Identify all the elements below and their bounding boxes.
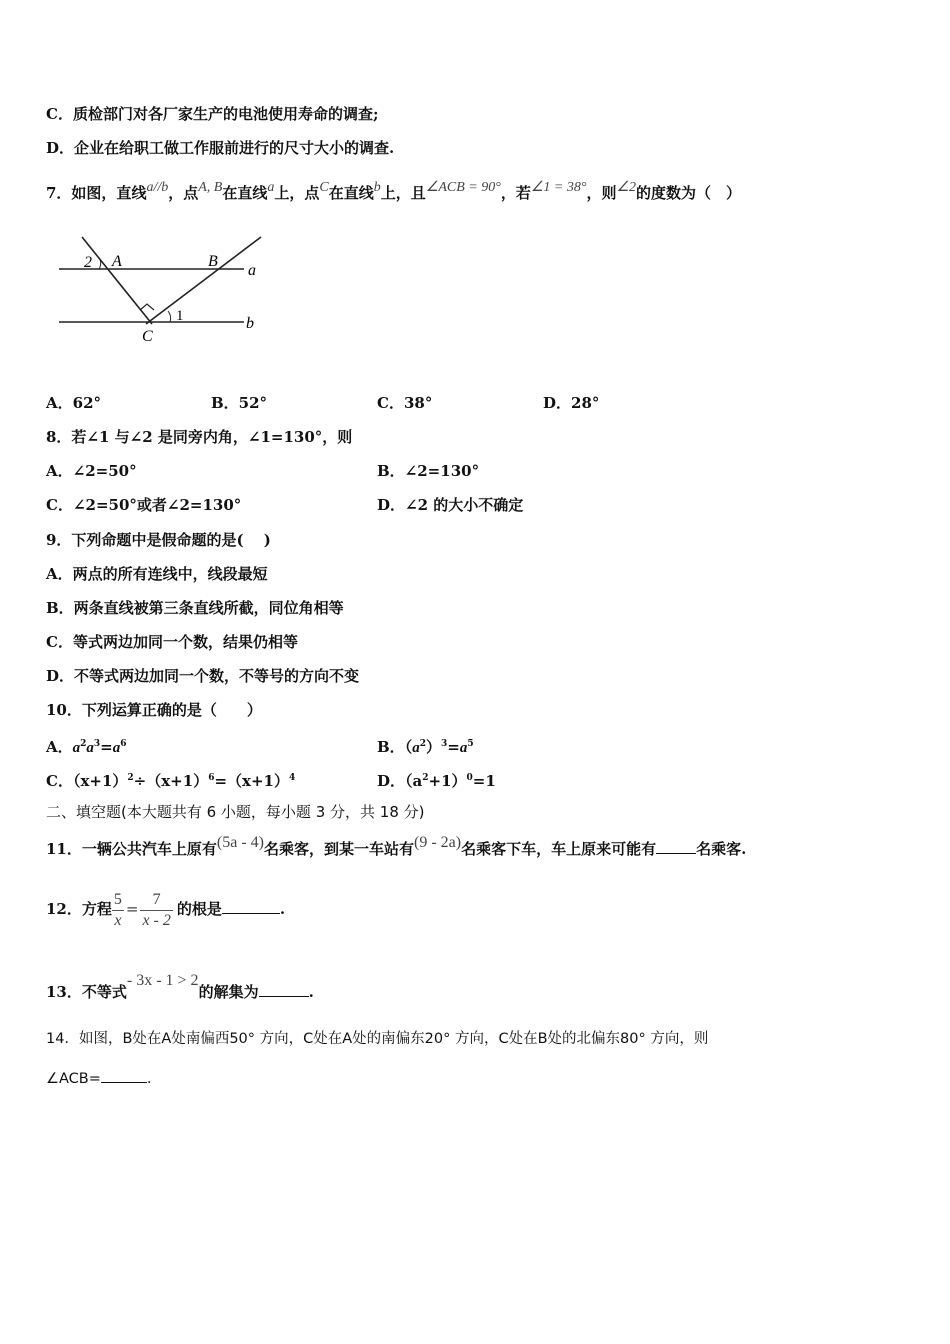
q7-figure <box>56 232 271 347</box>
exponent: 3 <box>440 739 448 749</box>
q7-math: ∠2 <box>616 180 637 195</box>
figure-label: 1 <box>176 308 184 324</box>
exponent: 4 <box>289 773 296 783</box>
math-var: a <box>459 740 468 756</box>
q13-stem <box>46 972 314 1003</box>
q10-option-c <box>46 768 295 791</box>
q7-math: C <box>319 180 329 195</box>
q7-math: ∠ACB = 90° <box>425 180 501 195</box>
q7-stem <box>46 180 742 205</box>
q11-text: 名乘客，到某一车站有 <box>263 840 414 858</box>
answer-blank[interactable] <box>101 1068 147 1083</box>
q12-stem <box>46 885 285 933</box>
exponent: 6 <box>208 773 215 783</box>
equals: = <box>125 900 139 918</box>
denominator: x <box>112 910 124 931</box>
math-term: ÷（x+1） <box>133 772 209 790</box>
q7-text: 在直线 <box>222 184 268 202</box>
option-label: B． <box>377 738 405 756</box>
q6-option-d: D．企业在给职工做工作服前进行的尺寸大小的调查. <box>46 139 395 157</box>
q11-text: 名乘客下车，车上原来可能有 <box>461 840 657 858</box>
q8-option-c: C．∠2=50°或者∠2=130° <box>46 496 242 514</box>
q7-text: ，则 <box>586 184 617 202</box>
q7-text: 的度数为（ ） <box>636 184 742 202</box>
answer-blank[interactable] <box>222 899 280 914</box>
exponent: 2 <box>419 739 426 749</box>
q9-stem: 9．下列命题中是假命题的是( ) <box>46 531 271 549</box>
exponent: 2 <box>422 773 429 783</box>
q7-text: 在直线 <box>328 184 374 202</box>
q12-text: 的根是 <box>176 900 222 918</box>
q7-math: a <box>267 180 275 195</box>
q11-stem <box>46 834 747 860</box>
q10-stem: 10．下列运算正确的是（ ） <box>46 701 262 719</box>
answer-blank[interactable] <box>259 982 309 997</box>
exponent: 2 <box>80 739 87 749</box>
q8-option-d: D．∠2 的大小不确定 <box>377 496 524 514</box>
figure-label: a <box>248 262 256 279</box>
q14-text: . <box>146 1071 152 1087</box>
q12-text: 12．方程 <box>46 900 112 918</box>
math-var: a <box>112 740 121 756</box>
denominator: x - 2 <box>142 911 171 929</box>
section-2-title: 二、填空题(本大题共有 6 小题，每小题 3 分，共 18 分) <box>46 803 425 821</box>
math-term: （x+1） <box>72 772 128 790</box>
math-term: （a <box>405 772 423 790</box>
q8-option-a: A．∠2=50° <box>46 462 137 480</box>
math-term: =（x+1） <box>214 772 289 790</box>
option-label: A． <box>46 738 73 756</box>
q14-text: ∠ACB= <box>46 1071 101 1087</box>
q14-stem: 14．如图，B处在A处南偏西50° 方向，C处在A处的南偏东20° 方向，C处在B处的北偏东80° 方向，则 <box>46 1031 709 1047</box>
exponent: 6 <box>120 739 127 749</box>
math-var: a <box>72 740 81 756</box>
paren: ） <box>425 738 441 756</box>
exponent: 5 <box>467 739 474 749</box>
q7-option-d: D．28° <box>543 394 600 412</box>
segment-bc <box>146 237 261 324</box>
exponent: 3 <box>93 739 101 749</box>
figure-label: 2 <box>84 254 92 271</box>
q8-option-b: B．∠2=130° <box>377 462 480 480</box>
equals: = <box>447 738 460 756</box>
q13-math: - 3x - 1 > 2 <box>126 972 199 989</box>
q7-math: A, B <box>198 180 223 195</box>
q14-answer-line <box>46 1068 152 1089</box>
q7-option-c: C．38° <box>377 394 433 412</box>
answer-blank[interactable] <box>656 839 696 854</box>
q7-text: ，若 <box>500 184 531 202</box>
equals: = <box>100 738 113 756</box>
figure-label: b <box>246 315 254 332</box>
q13-text: . <box>308 983 314 1001</box>
q9-option-b: B．两条直线被第三条直线所截，同位角相等 <box>46 599 344 617</box>
q11-math: (5a - 4) <box>216 834 264 851</box>
math-var: a <box>86 740 94 756</box>
segment-ac <box>82 237 152 324</box>
q7-text: 7．如图，直线 <box>46 184 147 202</box>
q9-option-d: D．不等式两边加同一个数，不等号的方向不变 <box>46 667 360 685</box>
q8-stem: 8．若∠1 与∠2 是同旁内角，∠1=130°，则 <box>46 428 353 446</box>
q10-option-a <box>46 734 127 758</box>
fraction-right <box>140 890 172 931</box>
q6-option-c: C．质检部门对各厂家生产的电池使用寿命的调查; <box>46 105 379 123</box>
numerator: 7 <box>152 890 161 908</box>
q7-option-a: A．62° <box>46 394 102 412</box>
q7-math: a//b <box>146 180 169 195</box>
q7-text: 上，且 <box>380 184 426 202</box>
numerator: 5 <box>113 890 122 908</box>
q7-math: b <box>373 180 381 195</box>
q11-text: 11．一辆公共汽车上原有 <box>46 840 217 858</box>
q9-option-c: C．等式两边加同一个数，结果仍相等 <box>46 633 298 651</box>
q11-text: 名乘客. <box>696 840 747 858</box>
q12-text: . <box>279 900 286 918</box>
math-term: +1） <box>428 772 467 790</box>
q13-text: 13．不等式 <box>46 983 127 1001</box>
right-angle-mark <box>140 304 154 310</box>
q10-option-d <box>377 768 496 791</box>
q11-math: (9 - 2a) <box>414 834 462 851</box>
math-var: a <box>412 740 420 756</box>
q7-text: 上，点 <box>274 184 320 202</box>
q10-option-b <box>377 734 474 758</box>
exponent: 0 <box>466 773 473 783</box>
figure-label: B <box>208 253 218 270</box>
paren: （ <box>404 738 413 756</box>
fraction-left <box>112 890 124 931</box>
exponent: 2 <box>127 773 134 783</box>
q7-text: ，点 <box>168 184 199 202</box>
figure-label: C <box>142 328 153 345</box>
math-term: =1 <box>472 772 496 790</box>
q9-option-a: A．两点的所有连线中，线段最短 <box>46 565 268 583</box>
option-label: C． <box>46 772 73 790</box>
option-label: D． <box>377 772 406 790</box>
q7-math: ∠1 = 38° <box>530 180 587 195</box>
figure-label: A <box>112 253 122 270</box>
q13-text: 的解集为 <box>198 983 259 1001</box>
q7-option-b: B．52° <box>211 394 268 412</box>
angle-1-arc <box>168 311 171 322</box>
